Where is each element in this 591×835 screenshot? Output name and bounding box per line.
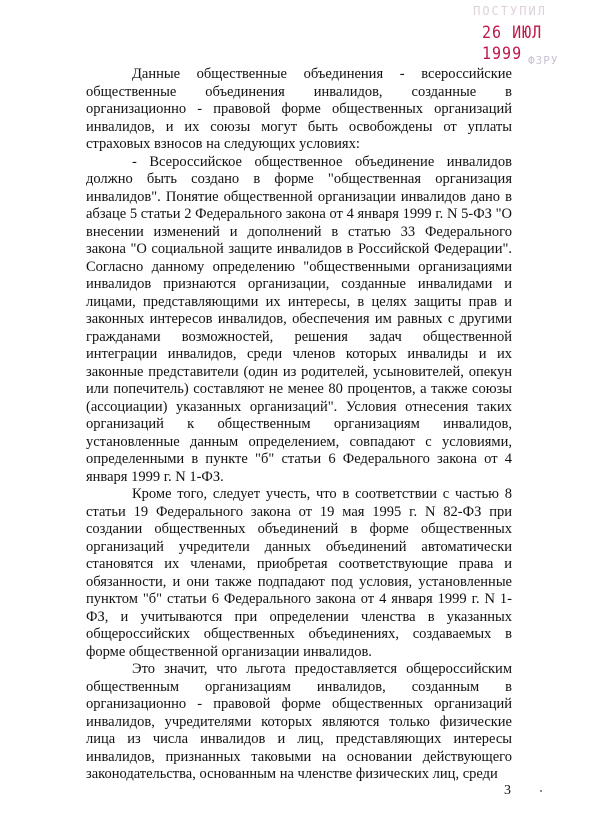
- received-stamp-header: ПОСТУПИЛ: [473, 4, 547, 18]
- paragraph-intro: Данные общественные объединения - всероссийские общественные объединения инвалидов, созданные в организационно - правовой форме общественных организаций инвалидов, и их союзы могут быть освобождены от уплаты страховых взносов на следующих условиях:: [86, 66, 512, 152]
- scan-speck: [540, 790, 542, 792]
- received-stamp-code: ФЗРУ: [528, 54, 559, 67]
- paragraph-conclusion: Это значит, что льгота предоставляется общероссийским общественным организациям инвалидов, созданным в организационно - правовой форме общественных организаций инвалидов, учредителями которых являются только физические лица из числа инвалидов и лиц, представляющих интересы инвалидов, признанных таковыми на основании действующего законодательства, основанным на членстве физических лиц, среди: [86, 661, 512, 782]
- page-number: 3: [504, 783, 511, 798]
- received-stamp-date: 26 ИЮЛ 1999: [482, 22, 543, 64]
- paragraph-condition: - Всероссийское общественное объединение инвалидов должно быть создано в форме "общественная организация инвалидов". Понятие общественной организации инвалидов дано в абзаце 5 статьи 2 Федерального закона от 4 января 1999 г. N 5-ФЗ "О внесении изменений и дополнений в статью 33 Федерального закона "О социальной защите инвалидов в Российской Федерации". Согласно данному определению "общественными организациями инвалидов признаются организации, созданные инвалидами и лицами, представляющими их интересы, в целях защиты прав и законных интересов инвалидов, обеспечения им равных с другими гражданами возможностей, решения задач общественной интеграции инвалидов, среди членов которых инвалиды и их законные представители (один из родителей, усыновителей, опекун или попечитель) составляют не менее 80 процентов, а также союзы (ассоциации) указанных организаций". Условия отнесения таких организаций к общественным организациям инвалидов, установленные данным определением, совпадают с условиями, определенными в пункте "б" статьи 6 Федерального закона от 4 января 1999 г. N 1-ФЗ.: [86, 153, 512, 485]
- document-body: [86, 66, 512, 784]
- paragraph-founders: Кроме того, следует учесть, что в соответствии с частью 8 статьи 19 Федерального закона от 19 мая 1995 г. N 82-ФЗ при создании общественных объединений в форме общественных организаций учредители данных объединений автоматически становятся их членами, приобретая соответствующие права и обязанности, и они также подпадают под условия, установленные пунктом "б" статьи 6 Федерального закона от 4 января 1999 г. N 1-ФЗ, и учитываются при определении членства в указанных общероссийских общественных объединениях, создаваемых в форме общественной организации инвалидов.: [86, 486, 512, 660]
